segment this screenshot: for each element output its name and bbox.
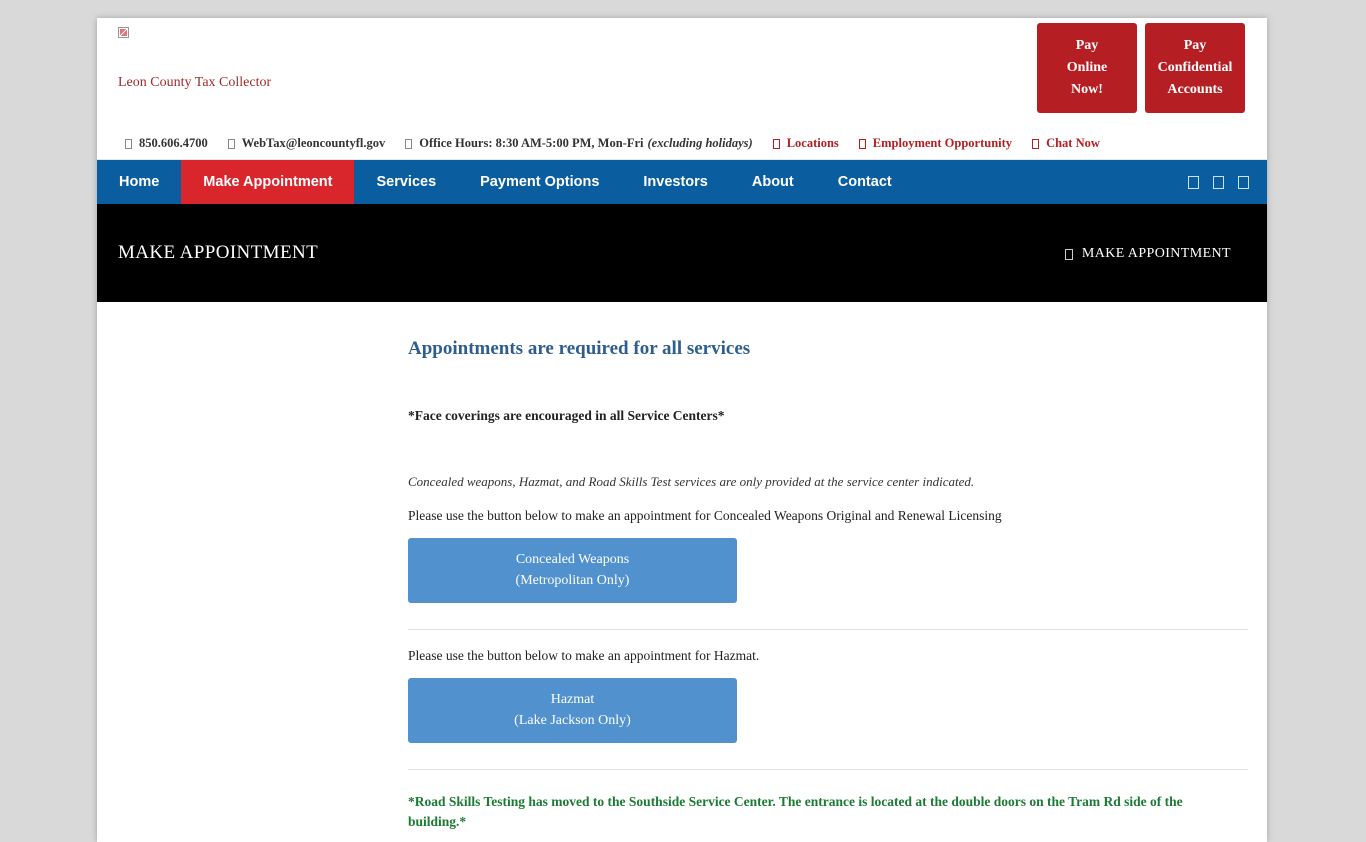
employment-item[interactable] [859, 136, 1012, 151]
nav-item-about[interactable]: About [751, 174, 794, 190]
pay-confidential-line-1: Pay [1183, 38, 1207, 53]
info-bar [97, 128, 1267, 160]
chat-item[interactable] [1032, 136, 1100, 151]
broken-image-icon [118, 27, 129, 38]
main-navigation [97, 160, 1267, 204]
main-content [97, 302, 1267, 842]
mail-icon [228, 139, 235, 149]
locations-link: Locations [786, 136, 839, 150]
road-skills-note: *Road Skills Testing has moved to the Southside Service Center. The entrance is located at the double doors on the Tram Rd side of the building.* [408, 794, 1183, 829]
search-icon[interactable] [1238, 176, 1249, 189]
office-hours-note: (excluding holidays) [647, 136, 753, 150]
pay-online-line-1: Pay [1075, 38, 1099, 53]
content-heading: Appointments are required for all services [408, 338, 751, 359]
hazmat-button-line1: Hazmat [550, 692, 595, 707]
concealed-weapons-button-line1: Concealed Weapons [515, 552, 630, 567]
concealed-weapons-instruction: Please use the button below to make an appointment for Concealed Weapons Original and Renewal Licensing [408, 508, 1002, 523]
chat-now-link: Chat Now [1046, 136, 1100, 150]
twitter-icon[interactable] [1213, 176, 1224, 189]
nav-item-home[interactable]: Home [119, 174, 160, 190]
logo-text: Leon County Tax Collector [118, 75, 272, 90]
email-item[interactable] [228, 136, 385, 151]
phone-icon [125, 139, 132, 149]
phone-item[interactable] [125, 136, 208, 151]
site-header [97, 18, 1267, 128]
home-icon[interactable] [1065, 249, 1073, 260]
pay-online-now-button[interactable] [1037, 23, 1137, 113]
phone-number: 850.606.4700 [139, 136, 208, 150]
employment-link: Employment Opportunity [872, 136, 1013, 150]
office-hours: Office Hours: 8:30 AM-5:00 PM, Mon-Fri [419, 136, 644, 150]
concealed-weapons-button[interactable] [408, 538, 737, 603]
pay-online-line-2: Online [1066, 60, 1108, 75]
clock-icon [405, 139, 412, 149]
page-title: MAKE APPOINTMENT [118, 242, 319, 263]
face-covering-note: *Face coverings are encouraged in all Service Centers* [408, 408, 725, 423]
locations-item[interactable] [773, 136, 839, 151]
nav-item-services[interactable]: Services [376, 174, 437, 190]
nav-item-payment-options[interactable]: Payment Options [480, 174, 600, 190]
pay-confidential-accounts-button[interactable] [1145, 23, 1245, 113]
pay-confidential-line-2: Confidential [1157, 60, 1233, 75]
facebook-icon[interactable] [1188, 176, 1199, 189]
logo-block[interactable] [118, 27, 378, 91]
breadcrumb [1065, 246, 1231, 262]
nav-icon-group [1188, 160, 1249, 204]
hours-item [405, 136, 752, 151]
concealed-weapons-button-line2: (Metropolitan Only) [515, 573, 630, 588]
divider-2 [408, 769, 1248, 770]
pay-buttons [1037, 23, 1245, 113]
hazmat-button[interactable] [408, 678, 737, 743]
pay-online-line-3: Now! [1071, 82, 1103, 97]
nav-item-investors[interactable]: Investors [643, 174, 708, 190]
breadcrumb-current: MAKE APPOINTMENT [1081, 246, 1231, 261]
hazmat-button-line2: (Lake Jackson Only) [514, 713, 631, 728]
pay-confidential-line-3: Accounts [1167, 82, 1223, 97]
page-container [97, 18, 1267, 842]
service-center-note: Concealed weapons, Hazmat, and Road Skills Test services are only provided at the service center indicated. [408, 474, 975, 489]
email-address: WebTax@leoncountyfl.gov [241, 136, 386, 150]
briefcase-icon [859, 139, 866, 149]
divider-1 [408, 629, 1248, 630]
chat-icon [1032, 139, 1039, 149]
map-pin-icon [773, 139, 780, 149]
page-title-band [97, 204, 1267, 302]
nav-item-make-appointment[interactable]: Make Appointment [181, 160, 354, 204]
nav-item-contact[interactable]: Contact [837, 174, 892, 190]
hazmat-instruction: Please use the button below to make an appointment for Hazmat. [408, 648, 760, 663]
